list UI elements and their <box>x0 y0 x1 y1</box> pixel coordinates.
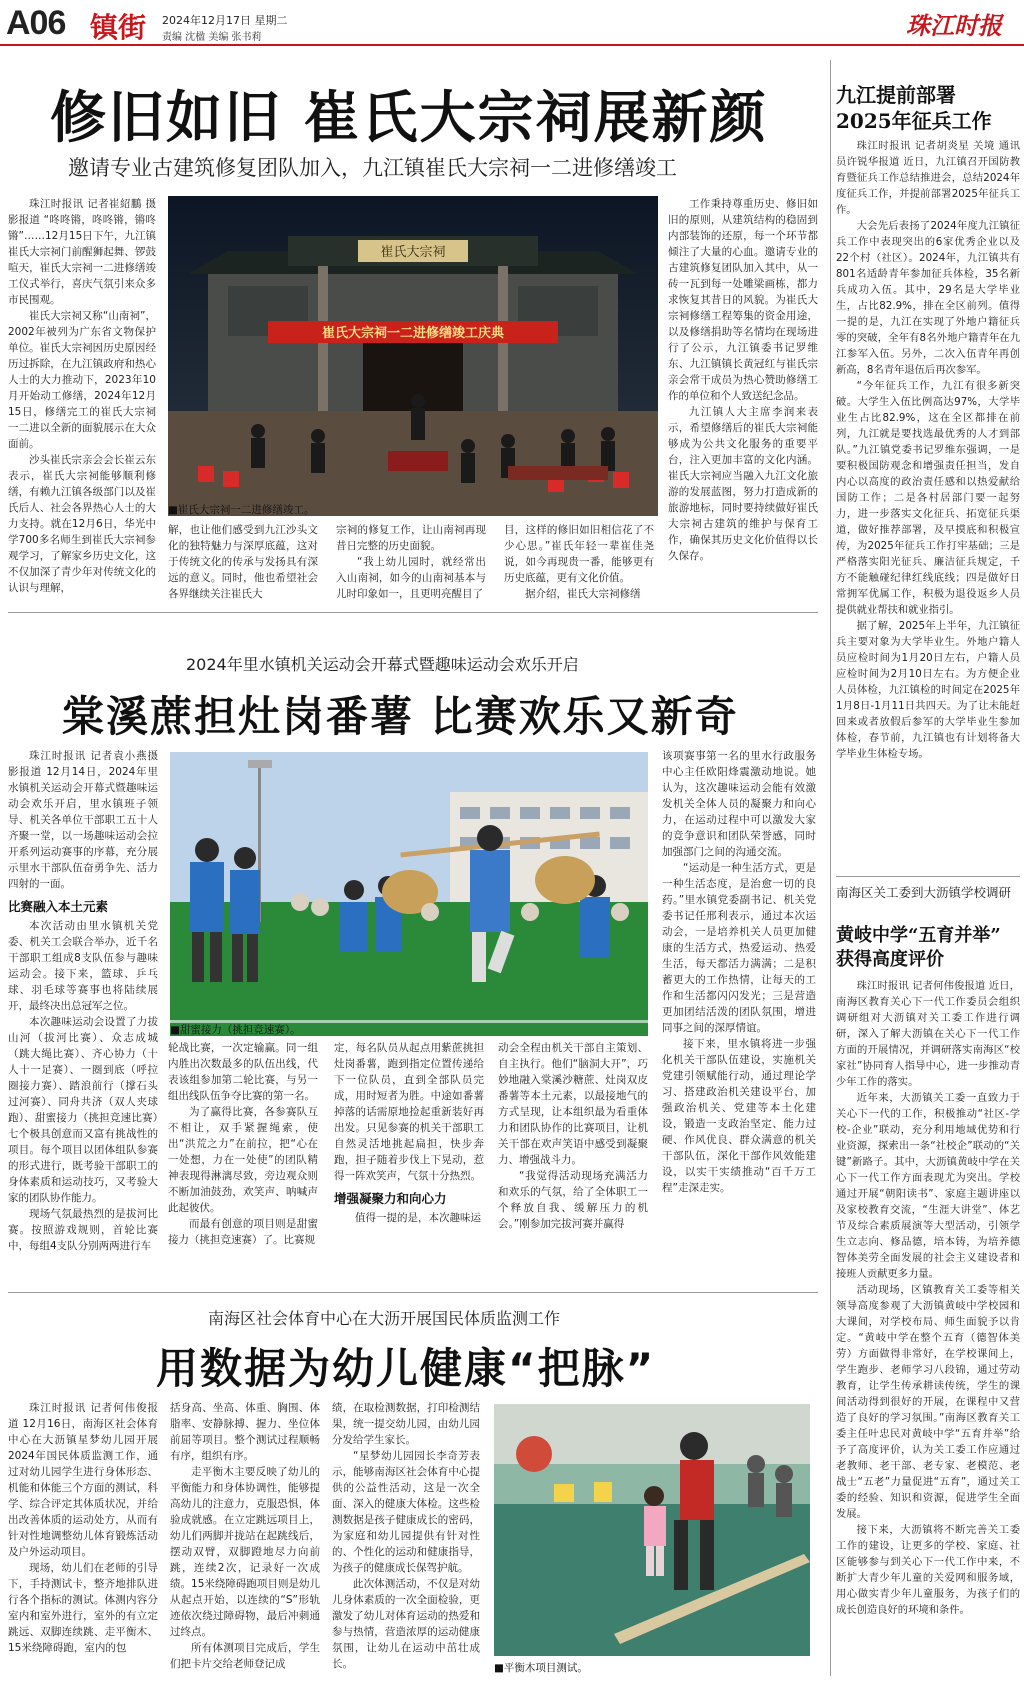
paragraph: 走平衡木主要反映了幼儿的平衡能力和身体协调性，能够提高幼儿的注意力，克服恐惧，体验成就感。在立定跳远项目上，幼儿们两脚并拢站在起跳线后，摆动双臂，双脚蹬地尽力向前跳，连续2次，记录好一次成绩。15米绕障碍跑项目则是幼儿从起点开始，以连续的“S”形轨迹依次绕过障碍物，最后冲刺通过终点。 <box>170 1466 320 1638</box>
sidebar2-title: 黄岐中学“五育并举” 获得高度评价 <box>836 925 1001 970</box>
article3-photo <box>494 1404 810 1656</box>
article2-subhead2: 增强凝聚力和向心力 <box>334 1191 447 1206</box>
article2-photo <box>170 752 648 1036</box>
section-name: 镇街 <box>90 11 147 44</box>
paragraph: 沙头崔氏宗亲会会长崔云东表示，崔氏大宗祠能够顺利修缮，有赖九江镇各级部门以及崔氏后人、社会各界热心人士的大力支持。就在12月6日，华光中学700多名师生到崔氏大宗祠参观学习，了解家乡历史文化，这不仅加深了青少年对传统文化的认识与理解， <box>8 454 156 594</box>
paragraph: “今年征兵工作，九江有很多新突破。大学生入伍比例高达97%，大学毕业生占比82.9%，这在全区都排在前列，九江就是要找选最优秀的人才到部队。”九江镇党委书记罗维东强调，一是要积极国防观念和增强责任担当，发自内心以高度的政治责任感和以热爱献给国防工作；二是各村居部门要一起努力，进一步落实文化征兵、拓宽征兵渠道，做好推荐部署，及早摸底和积极宣传，为2025年征兵工作打牢基础；三是严格落实阳光征兵、廉洁征兵规定，千方不能触碰纪律红线底线；四是做好日常拥军优属工作，积极为退役返乡人员提供就业帮扶和就业指引。 <box>836 380 1020 616</box>
page-header <box>0 0 1024 46</box>
paragraph: 接下来，大沥镇将不断完善关工委工作的建设，让更多的学校、家庭、社区能够参与到关心下一代工作中来，不断扩大青少年儿童的关爱网和服务域，用心做实青少年儿童服务，为孩子们的成长创造良好的环境和条件。 <box>836 1524 1020 1616</box>
article1-col2: 解，也让他们感受到九江沙头文化的独特魅力与深厚底蕴，这对于传统文化的传承与发扬具有深远的意义。同时，他也希望社会各界继续关注崔氏大 <box>168 524 318 600</box>
paragraph: 轮战比赛，一次定输赢。同一组内胜出次数最多的队伍出线，代表该组参加第二轮比赛，与另一组出线队伍争夺比赛的第一名。 <box>168 1042 318 1102</box>
paragraph: 接下来，里水镇将进一步强化机关干部队伍建设，实施机关党建引领赋能行动，通过理论学习、搭建政治机关建设平台，加强政治机关、党建等本土化建设，锻造一支政治坚定、能力过硬、作风优良、群众满意的机关干部队伍，深化干部作风效能建设，以实干实绩推动“百千万工程”走深走实。 <box>662 1038 816 1194</box>
paragraph: 珠江时报讯 记者何伟俊报道 12月16日，南海区社会体育中心在大沥镇星梦幼儿园开展2024年国民体质监测工作，通过对幼儿园学生进行身体形态、机能和体能三个方面的测试，科学、综合评定其体质状况，并给出改善体质的运动处方，从而有针对性地调整幼儿体育锻炼活动及户外运动项目。 <box>8 1402 158 1558</box>
article3-col3 <box>332 1400 480 1676</box>
paragraph: 目，这样的修旧如旧相信花了不少心思。”崔氏年轻一辈崔佳尧说，如今再现贵一番，能够更有历史底蕴，更有文化价值。 <box>504 524 654 584</box>
paragraph: 为了赢得比赛，各参赛队互不相让，双手紧握绳索，使出“洪荒之力”在前拉，把“心在一处想，力在一处使”的团队精神表现得淋漓尽致，旁边观众则不断加油鼓劲，欢笑声、呐喊声此起彼伏。 <box>168 1106 318 1214</box>
paragraph: 绩，在取检测数据，打印检测结果，统一提交幼儿园，由幼儿园分发给学生家长。 <box>332 1402 480 1446</box>
paragraph: 宗祠的修复工作，让山南祠再现昔日完整的历史面貌。 <box>336 524 486 552</box>
paragraph: 近年来，大沥镇关工委一直致力于关心下一代的工作，积极推动“社区-学校-企业”联动，充分利用地域优势和行业资源，探索出一条“社校企”联动的“关键”新路子。其中，大沥镇黄岐中学在关心下一代工作方面表现尤为突出。学校通过开展“朝阳读书”、家庭主题讲座以及家校教育交流，“生涯大讲堂”、体艺节及综合素质展演等大型活动，引领学生立志向、修品德，培本铸，为培养德智体美劳全面发展的社会主义建设者和接班人贡献更多力量。 <box>836 1092 1020 1280</box>
paragraph: “运动是一种生活方式，更是一种生活态度，是治愈一切的良药。”里水镇党委副书记、机关党委书记任邢利表示，通过本次运动会，一是培养机关人员更加健康的生活方式，热爱运动、热爱生活，每天都活力满满；二是积蓄更大的工作热情，让每天的工作和生活都闪闪发光；三是营造更加团结活泼的团队氛围，增进同事之间的深厚情谊。 <box>662 862 816 1034</box>
article2-photo-caption: ■甜蜜接力（挑担竞速赛）。 <box>170 1024 301 1036</box>
header-rule <box>0 44 1024 46</box>
paragraph: “我觉得活动现场充满活力和欢乐的气氛，给了全体职工一个释放自我、缓解压力的机会。”刚参加完拔河赛并赢得 <box>498 1170 648 1230</box>
article2-col2 <box>168 1040 318 1280</box>
paragraph: 而最有创意的项目则是甜蜜接力（挑担竞速赛）了。比赛规 <box>168 1218 318 1246</box>
paragraph: 动会全程由机关干部自主策划、自主执行。他们“脑洞大开”，巧妙地融入棠溪沙糖蔗、灶岗双皮番薯等本土元素，以最接地气的方式呈现，让本组织最为看重体力和团队协作的比赛项目，让机关干部在欢声笑语中感受到凝聚力、增强战斗力。 <box>498 1042 648 1166</box>
celebration-banner: 崔氏大宗祠一二进修缮竣工庆典 <box>321 326 505 341</box>
paragraph: “星梦幼儿园园长李奇芳表示，能够南海区社会体育中心提供的公益性活动，这是一次全面、深入的健康大体检。这些检测数据是孩子健康成长的密码，为家庭和幼儿园提供有针对性的、个性化的运动和健康指导，为孩子的健康成长保驾护航。 <box>332 1450 480 1574</box>
relay-race-illustration <box>170 752 648 1036</box>
paragraph: 珠江时报讯 记者崔紹鵬 摄影报道 “咚咚锵，咚咚锵，锵咚锵”……12月15日下午，九江镇崔氏大宗祠门前醒狮起舞、锣鼓喧天，崔氏大宗祠一二进修缮竣工仪式举行，喜庆气氛引来众多市民围观。 <box>8 198 156 306</box>
divider <box>8 612 818 613</box>
column-divider <box>830 60 831 1676</box>
article1-col3 <box>336 522 486 600</box>
paragraph: 九江镇人大主席李润来表示，希望修缮后的崔氏大宗祠能够成为公共文化服务的重要平台，注入更加丰富的文化内涵。崔氏大宗祠应当融入九江文化旅游的发展蓝图，努力打造成新的旅游地标，同时要持续做好崔氏大宗祠古建筑的维护与保育工作，确保其历史文化价值得以长久保存。 <box>668 406 818 562</box>
article1-photo-caption: ■崔氏大宗祠一二进修缮竣工。 <box>168 504 315 516</box>
article2-col3: 定，每名队员从起点用紫蔗挑担灶岗番薯，跑到指定位置传递给下一位队员，直到全部队员完成，用时短者为胜。中途如番薯掉落的话需原地捡起重新装好再出发。只见参赛的机关干部职工自然灵活地挑起扁担，快步奔跑，担子随着步伐上下晃动，惹得一阵欢笑声，气氛十分热烈。 增强凝聚力和向心力 值得一提的是，本次趣味运 <box>334 1042 484 1224</box>
ancestral-hall-illustration <box>168 196 658 516</box>
article2-title: 棠溪蔗担灶岗番薯 比赛欢乐又新奇 <box>62 692 739 741</box>
sidebar2-body <box>836 978 1020 1676</box>
editors-credit: 责编 沈楹 美编 张书莉 <box>162 32 262 43</box>
article2-col1-cont <box>8 1036 158 1282</box>
paragraph: 据介绍，崔氏大宗祠修缮 <box>525 588 641 600</box>
paragraph: 工作秉持尊重历史、修旧如旧的原则，从建筑结构的稳固到内部装饰的还原，每一个环节都倾注了大量的心血。邀请专业的古建筑修复团队加入其中，从一砖一瓦到每一处雕梁画栋，都力求恢复其昔日的风貌。为崔氏大宗祠修缮工程筹集的资金用途，以及修缮捐助等名情均在现场进行了公示，九江镇委书记罗维东、九江镇镇长黄冠红与崔氏宗亲会常干成员为热心赞助修缮工作的单位和个人致送纪念品。 <box>668 198 818 402</box>
page-number: A06 <box>6 4 66 42</box>
article3-photo-caption: ■平衡木项目测试。 <box>494 1662 588 1674</box>
article1-col4 <box>504 522 654 600</box>
divider <box>836 876 1020 877</box>
paragraph: 活动现场，区镇教育关工委等相关领导高度参观了大沥镇黄岐中学校园和大课间，对学校布局、师生面貌予以肯定。“黄岐中学在整个五育（德智体美劳）方面做得非常好，在学校课间上，学生跑步、老师学习八段锦，通过劳动教育，让学生传承耕读传统，学生的课间活动得到很好的开展，在课程中又营造了良好的学习氛围。”南海区教育关工委主任叶忠民对黄岐中学“五育并举”给予了高度评价，认为关工委工作应通过老教师、老干部、老专家、老模范、老战士“五老”力量促进“五育”，通过关工委的经验、知识和资源，促进学生全面发展。 <box>836 1284 1020 1520</box>
article2-kicker: 2024年里水镇机关运动会开幕式暨趣味运动会欢乐开启 <box>186 655 579 674</box>
newspaper-logo: 珠江时报 <box>906 11 1002 40</box>
paragraph: “我上幼儿园时，就经常出入山南祠，如今的山南祠基本与儿时印象如一，且更明亮醒目了 <box>336 556 486 600</box>
plaque-text: 崔氏大宗祠 <box>380 245 446 260</box>
paragraph: 大会先后表扬了2024年度九江镇征兵工作中表现突出的6家优秀企业以及22个村（社区）。2024年，九江镇共有801名适龄青年参加征兵体检，35名新兵成功入伍。其中，29名是大学毕业生，占比82.9%，排在全区前列。值得一提的是，九江在实现了外地户籍征兵零的突破，全年有8名外地户籍青年在九江参军入伍。另外，二次入伍青年再创新高，8名青年退伍后再次参军。 <box>836 220 1020 376</box>
article2-col4 <box>498 1040 648 1280</box>
paragraph: 所有体测项目完成后，学生们把卡片交给老师登记成 <box>170 1642 320 1670</box>
article3-col1 <box>8 1400 158 1676</box>
article2-col1: 珠江时报讯 记者袁小燕摄 影报道 12月14日，2024年里水镇机关运动会开幕式暨趣味运动会欢乐开启，里水镇班子领导、机关各单位干部职工五十人齐聚一堂，以一场趣味运动会拉开系列运动赛事的序幕，充分展示里水干部队伍奋勇争先、活力四射的一面。 比赛融入本土元素 本次活动由里水镇机关党委、机关工会联合举办，近千名干部职工组成8支队伍参与趣味运动会。接下来，篮球、乒乓球、羽毛球等赛事也将陆续展开，最终决出总冠军之位。 本次趣味运动会设置了力拔山河（拔河比赛）、众志成城（跳大绳比赛）、齐心协力（十人十一足赛）、一圈到底（呼拉圈接力赛）、踏浪前行（撑石头过河赛）、同舟共济（双人夹球跑）、甜蜜接力（挑担竞速比赛）七个极具创意而又富有挑战性的项目。每个项目以团体组队参赛的形式进行，既考验干部职工的身体素质和运动技巧，又考验大家的团队协作能力。 现场气氛最热烈的是拔河比赛。按照游戏规则，首轮比赛中，每组4支队分别两两进行车 <box>8 750 158 1252</box>
paragraph: 现场气氛最热烈的是拔河比赛。按照游戏规则，首轮比赛中，每组4支队分别两两进行车 <box>8 1208 158 1252</box>
paragraph: 括身高、坐高、体重、胸围、体脂率、安静脉搏、握力、坐位体前屈等项目。整个测试过程顺畅有序，组织有序。 <box>170 1402 320 1462</box>
paragraph: 本次趣味运动会设置了力拔山河（拔河比赛）、众志成城（跳大绳比赛）、齐心协力（十人十一足赛）、一圈到底（呼拉圈接力赛）、踏浪前行（撑石头过河赛）、同舟共济（双人夹球跑）、甜蜜接力（挑担竞速比赛）七个极具创意而又富有挑战性的项目。每个项目以团体组队参赛的形式进行，既考验干部职工的身体素质和运动技巧，又考验大家的团队协作能力。 <box>8 1016 158 1204</box>
paragraph: 珠江时报讯 记者胡炎星 关境 通讯员许锐华报道 近日，九江镇召开国防教育暨征兵工作总结推进会，总结2024年度征兵工作，并提前部署2025年征兵工作。 <box>836 140 1020 216</box>
sidebar1-body <box>836 138 1020 830</box>
article3-kicker: 南海区社会体育中心在大沥开展国民体质监测工作 <box>208 1309 561 1328</box>
balance-beam-illustration <box>494 1404 810 1656</box>
article1-col5 <box>668 196 818 600</box>
article1-subtitle: 邀请专业古建筑修复团队加入，九江镇崔氏大宗祠一二进修缮竣工 <box>68 156 677 180</box>
article1-col1 <box>8 196 156 600</box>
paragraph: 珠江时报讯 记者何伟俊报道 近日，南海区教育关心下一代工作委员会组织调研组对大沥镇对关工委工作进行调研，深入了解大沥镇在关心下一代工作方面的开展情况，并调研落实南海区“校家社”协同育人指导中心，进一步推动青少年工作的落实。 <box>836 980 1020 1088</box>
paragraph: 现场，幼儿们在老师的引导下，手持测试卡，整齐地排队进行各个指标的测试。体测内容分室内和室外进行，室外的有立定跳远、双脚连续跳、走平衡木、15米绕障碍跑，室内的包 <box>8 1562 158 1654</box>
article3-title: 用数据为幼儿健康“把脉” <box>156 1344 656 1393</box>
paragraph: 此次体测活动，不仅是对幼儿身体素质的一次全面检验，更激发了幼儿对体育运动的热爱和参与热情，营造浓厚的运动健康氛围，让幼儿在运动中茁壮成长。 <box>332 1578 480 1670</box>
article1-title: 修旧如旧 崔氏大宗祠展新颜 <box>50 86 768 151</box>
article2-subhead1: 比赛融入本土元素 <box>8 899 109 914</box>
paragraph: 该项赛事第一名的里水行政服务中心主任欧阳烽震激动地说。她认为，这次趣味运动会能有效激发机关全体人员的凝聚力和向心力，在运动过程中可以激发大家的竞争意识和团队荣誉感，同时加强部门之间的沟通交流。 <box>662 750 816 858</box>
sidebar2-kicker: 南海区关工委到大沥镇学校调研 <box>836 885 1012 900</box>
sidebar1-title: 九江提前部署 2025年征兵工作 <box>836 83 992 133</box>
paragraph: 据了解，2025年上半年，九江镇征兵主要对象为大学毕业生。外地户籍人员应检时间为1月20日左右，户籍人员应检时间为2月10日左右。为方便企业人员体检，九江镇检的时间定在2025年1月8日-1月11日共四天。为了让未能赶回来或者放假后参军的大学毕业生参加体检，春节前，九江镇也有计划将备大学毕业生体检专场。 <box>836 620 1020 760</box>
divider <box>8 1292 818 1293</box>
paragraph: 崔氏大宗祠又称“山南祠”，2002年被列为广东省文物保护单位。崔氏大宗祠因历史原因经历过拆除，在九江镇政府和热心人士的大力推动下，2023年10月开始动工修缮，2024年12月15日，修缮完工的崔氏大宗祠一二进以全新的面貌展示在大众面前。 <box>8 310 156 450</box>
article3-col2 <box>170 1400 320 1676</box>
article2-col5 <box>662 748 816 1280</box>
paragraph: 本次活动由里水镇机关党委、机关工会联合举办，近千名干部职工组成8支队伍参与趣味运动会。接下来，篮球、乒乓球、羽毛球等赛事也将陆续展开，最终决出总冠军之位。 <box>8 920 158 1012</box>
article1-photo <box>168 196 658 516</box>
issue-date: 2024年12月17日 星期二 <box>162 14 288 27</box>
